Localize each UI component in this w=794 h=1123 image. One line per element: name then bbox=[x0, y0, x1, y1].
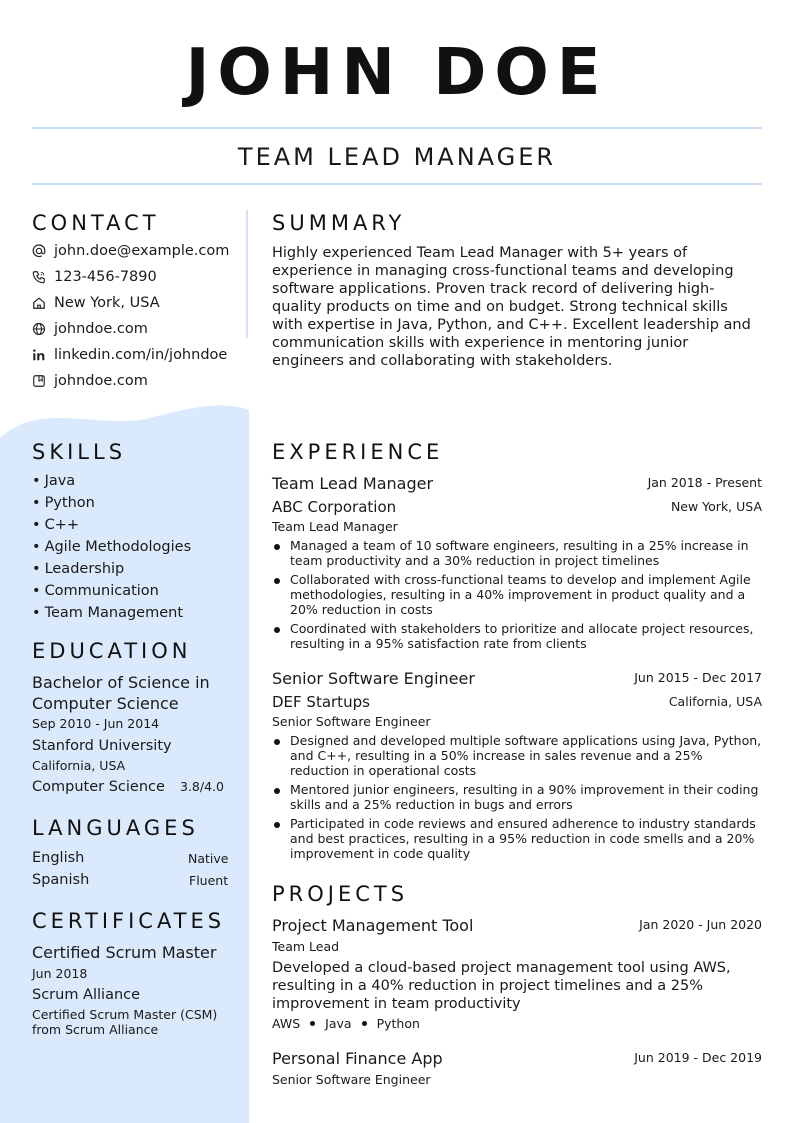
header-top-divider bbox=[32, 127, 762, 129]
contact-email[interactable] bbox=[32, 243, 229, 259]
project-description: Developed a cloud-based project management tool using AWS, resulting in a 40% reduction in project timelines and a 25% improvement in team productivity bbox=[272, 960, 731, 1012]
resume-name: JOHN DOE bbox=[185, 36, 609, 110]
language-level: Native bbox=[188, 851, 229, 866]
tag-separator bbox=[310, 1021, 315, 1026]
globe-icon bbox=[32, 322, 46, 336]
job-title: Senior Software Engineer bbox=[272, 669, 475, 688]
phone-icon bbox=[32, 270, 46, 284]
experience-heading: EXPERIENCE bbox=[272, 440, 444, 464]
skill-item: • Java bbox=[32, 473, 75, 489]
project-name: Personal Finance App bbox=[272, 1049, 443, 1068]
project-tag: Java bbox=[325, 1016, 352, 1031]
certificate-description: Certified Scrum Master (CSM) from Scrum Alliance bbox=[32, 1007, 218, 1037]
contact-location bbox=[32, 295, 160, 311]
job-dates: Jun 2015 - Dec 2017 bbox=[634, 670, 762, 685]
skills-heading: SKILLS bbox=[32, 440, 127, 464]
summary-heading: SUMMARY bbox=[272, 211, 406, 235]
job-bullet: Designed and developed multiple software applications using Java, Python, and C++, resulting in a 50% increase in sales revenue and a 25% reduction in operational costs bbox=[272, 733, 762, 778]
contact-portfolio-text: johndoe.com bbox=[54, 373, 148, 389]
project-name: Project Management Tool bbox=[272, 916, 474, 935]
certificate-date: Jun 2018 bbox=[32, 966, 88, 981]
languages-heading: LANGUAGES bbox=[32, 816, 199, 840]
job-location: New York, USA bbox=[670, 499, 762, 514]
certificates-heading: CERTIFICATES bbox=[32, 909, 226, 933]
job-role: Senior Software Engineer bbox=[272, 714, 431, 729]
job-bullet: Coordinated with stakeholders to prioritize and allocate project resources, resulting in a 95% satisfaction rate from clients bbox=[272, 621, 762, 651]
education-dates: Sep 2010 - Jun 2014 bbox=[32, 716, 160, 731]
at-icon bbox=[32, 244, 46, 258]
contact-website[interactable] bbox=[32, 321, 148, 337]
column-divider bbox=[246, 210, 248, 338]
job-bullets bbox=[272, 538, 762, 655]
job-company: ABC Corporation bbox=[272, 498, 397, 516]
job-bullet: Mentored junior engineers, resulting in a 90% improvement in their coding skills and a 25% reduction in bugs and errors bbox=[272, 782, 762, 812]
project-role: Senior Software Engineer bbox=[272, 1072, 431, 1087]
education-heading: EDUCATION bbox=[32, 639, 192, 663]
contact-email-text: john.doe@example.com bbox=[54, 243, 230, 259]
language-name: English bbox=[32, 850, 85, 866]
project-tags bbox=[272, 1016, 420, 1031]
contact-portfolio[interactable] bbox=[32, 373, 148, 389]
skill-item: • Leadership bbox=[32, 561, 124, 577]
job-dates: Jan 2018 - Present bbox=[647, 475, 762, 490]
certificate-issuer: Scrum Alliance bbox=[32, 987, 141, 1003]
project-tag: Python bbox=[376, 1016, 420, 1031]
skill-item: • Team Management bbox=[32, 605, 183, 621]
contact-linkedin-text: linkedin.com/in/johndoe bbox=[54, 347, 228, 363]
contact-phone-text: 123-456-7890 bbox=[54, 269, 157, 285]
job-title: Team Lead Manager bbox=[272, 474, 434, 493]
skill-item: • C++ bbox=[32, 517, 79, 533]
linkedin-icon bbox=[32, 348, 46, 362]
skill-item: • Communication bbox=[32, 583, 159, 599]
resume-title: TEAM LEAD MANAGER bbox=[237, 143, 557, 171]
education-gpa: 3.8/4.0 bbox=[180, 779, 224, 794]
projects-heading: PROJECTS bbox=[272, 882, 409, 906]
job-bullets bbox=[272, 733, 762, 865]
home-icon bbox=[32, 296, 46, 310]
education-school: Stanford University bbox=[32, 738, 172, 754]
job-company: DEF Startups bbox=[272, 693, 370, 711]
education-location: California, USA bbox=[32, 758, 126, 773]
bookmark-icon bbox=[32, 374, 46, 388]
skill-item: • Python bbox=[32, 495, 95, 511]
contact-linkedin[interactable] bbox=[32, 347, 227, 363]
job-role: Team Lead Manager bbox=[272, 519, 398, 534]
contact-heading: CONTACT bbox=[32, 211, 160, 235]
project-dates: Jun 2019 - Dec 2019 bbox=[634, 1050, 762, 1065]
certificate-name: Certified Scrum Master bbox=[32, 943, 217, 962]
skill-item: • Agile Methodologies bbox=[32, 539, 191, 555]
project-role: Team Lead bbox=[272, 939, 340, 954]
summary-text: Highly experienced Team Lead Manager with 5+ years of experience in managing cross-functional teams and developing software applications. Proven track record of delivering high-quality products on time and on budget. Strong technical skills with expertise in Java, Python, and C++. Excellent leadership and communication skills with experience in mentoring junior engineers and collaborating with stakeholders. bbox=[272, 245, 751, 369]
job-bullet: Managed a team of 10 software engineers, resulting in a 25% increase in team productivity and a 30% reduction in project timelines bbox=[272, 538, 762, 568]
header-bottom-divider bbox=[32, 183, 762, 185]
job-bullet: Collaborated with cross-functional teams to develop and implement Agile methodologies, resulting in a 40% improvement in product quality and a 20% reduction in costs bbox=[272, 572, 762, 617]
tag-separator bbox=[362, 1021, 367, 1026]
education-field: Computer Science bbox=[32, 779, 165, 795]
language-name: Spanish bbox=[32, 872, 90, 888]
contact-location-text: New York, USA bbox=[54, 295, 160, 311]
contact-phone[interactable] bbox=[32, 269, 157, 285]
job-bullet: Participated in code reviews and ensured adherence to industry standards and best practices, resulting in a 95% reduction in code smells and a 20% improvement in code quality bbox=[272, 816, 762, 861]
language-level: Fluent bbox=[189, 873, 229, 888]
job-location: California, USA bbox=[668, 694, 762, 709]
education-degree: Bachelor of Science in Computer Science bbox=[32, 673, 210, 713]
project-dates: Jan 2020 - Jun 2020 bbox=[639, 917, 762, 932]
contact-website-text: johndoe.com bbox=[54, 321, 148, 337]
project-tag: AWS bbox=[272, 1016, 301, 1031]
